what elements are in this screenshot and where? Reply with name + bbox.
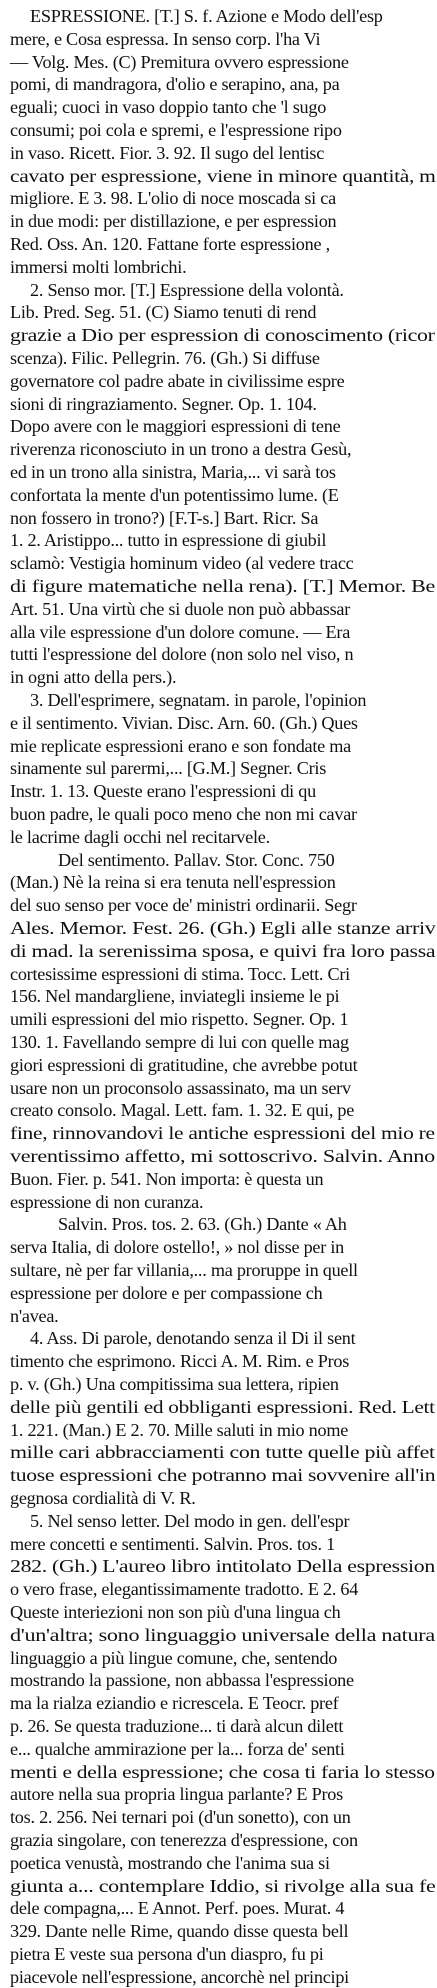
dictionary-page bbox=[10, 5, 437, 1987]
text-line: ESPRESSIONE. [T.] S. f. Azione e Modo dell'esp bbox=[30, 6, 383, 26]
text-line: Queste interiezioni non son più d'una lingua ch bbox=[10, 1602, 341, 1622]
text-line: 329. Dante nelle Rime, quando disse questa bell bbox=[10, 1921, 349, 1942]
text-line: sultare, nè per far villania,... ma proruppe in quell bbox=[10, 1260, 358, 1280]
text-line: 130. 1. Favellando sempre di lui con quelle mag bbox=[10, 1032, 349, 1052]
text-line: creato consolo. Magal. Lett. fam. 1. 32. E qui, pe bbox=[10, 1100, 355, 1121]
text-line: mie replicate espressioni erano e son fondate ma bbox=[10, 735, 352, 756]
text-line: Lib. Pred. Seg. 51. (C) Siamo tenuti di rend bbox=[10, 302, 317, 323]
text-line: usare non un proconsolo assassinato, ma un serv bbox=[10, 1077, 351, 1098]
text-line: Buon. Fier. p. 541. Non importa: è questa un bbox=[10, 1168, 324, 1189]
text-line: 1. 2. Aristippo... tutto in espressione di giubil bbox=[10, 530, 327, 551]
text-line: o vero frase, elegantissimamente tradotto. E 2. 64 bbox=[10, 1579, 359, 1600]
text-line: consumi; poi cola e spremi, e l'espressione ripo bbox=[10, 120, 342, 140]
text-line: Ales. Memor. Fest. 26. (Gh.) Egli alle stanze arriv bbox=[10, 918, 436, 938]
text-line: in ogni atto della pers.). bbox=[10, 667, 177, 688]
text-line: gegnosa cordialità di V. R. bbox=[10, 1488, 196, 1508]
text-line: pomi, di mandragora, d'olio e serapino, ana, pa bbox=[10, 74, 340, 95]
text-line: 156. Nel mandargliene, inviategli insieme le pi bbox=[10, 986, 340, 1007]
text-line: espressione per dolore e per compassione ch bbox=[10, 1282, 323, 1303]
text-line: serva Italia, di dolore ostello!, » nol disse per in bbox=[10, 1237, 344, 1258]
text-line: Del sentimento. Pallav. Stor. Conc. 750 bbox=[58, 849, 335, 870]
text-line: governatore col padre abate in civilissime espre bbox=[10, 370, 345, 391]
text-line: 3. Dell'esprimere, segnatam. in parole, l'opinion bbox=[30, 690, 367, 710]
text-line: 5. Nel senso letter. Del modo in gen. dell'espr bbox=[30, 1510, 350, 1531]
text-line: del suo senso per voce de' ministri ordinarii. Segr bbox=[10, 895, 357, 916]
text-line: grazie a Dio per espression di conoscimento (ricor bbox=[10, 325, 435, 346]
text-line: e il sentimento. Vivian. Disc. Arn. 60. (Gh.) Ques bbox=[10, 712, 358, 733]
text-line: p. v. (Gh.) Una compitissima sua lettera, ripien bbox=[10, 1374, 339, 1394]
text-line: — Volg. Mes. (C) Premitura ovvero espressione bbox=[10, 51, 349, 72]
text-line: tutti l'espressione del dolore (non solo nel viso, n bbox=[10, 644, 354, 665]
text-line: mostrando la passione, non abbassa l'espressione bbox=[10, 1670, 354, 1691]
text-line: verentissimo affetto, mi sottoscrivo. Salvin. Anno bbox=[10, 1146, 435, 1166]
text-line: autore nella sua propria lingua parlante? E Pros bbox=[10, 1784, 343, 1805]
text-line: mere concetti e sentimenti. Salvin. Pros. tos. 1 bbox=[10, 1533, 335, 1554]
text-line: 2. Senso mor. [T.] Espressione della volontà. bbox=[30, 279, 344, 300]
text-line: cavato per espressione, viene in minore quantità, m bbox=[10, 165, 436, 186]
text-line: di figure matematiche nella rena). [T.] Memor. Be bbox=[10, 576, 436, 596]
text-line: (Man.) Nè la reina si era tenuta nell'espression bbox=[10, 872, 336, 893]
text-line: tos. 2. 256. Nei ternari poi (d'un sonetto), con un bbox=[10, 1807, 351, 1828]
text-line: poetica venustà, mostrando che l'anima sua si bbox=[10, 1852, 330, 1873]
text-line: ed in un trono alla sinistra, Maria,... vi sarà tos bbox=[10, 462, 336, 482]
text-line: grazia singolare, con tenerezza d'espressione, con bbox=[10, 1830, 358, 1850]
text-line: di mad. la serenissima sposa, e quivi fra loro passa bbox=[10, 940, 436, 961]
text-line: in due modi: per distillazione, e per espression bbox=[10, 211, 337, 232]
text-line: cortesissime espressioni di stima. Tocc. Lett. Cri bbox=[10, 963, 350, 984]
text-line: 4. Ass. Di parole, denotando senza il Di il sent bbox=[30, 1328, 356, 1349]
text-line: e... qualche ammirazione per la... forza de' senti bbox=[10, 1738, 345, 1759]
text-line: Instr. 1. 13. Queste erano l'espressioni di qu bbox=[10, 781, 316, 802]
text-line: piacevole nell'espressione, ancorchè nel principi bbox=[10, 1966, 349, 1987]
text-line: Red. Oss. An. 120. Fattane forte espressione , bbox=[10, 234, 330, 254]
text-line: dele compagna,... E Annot. Perf. poes. Murat. 4 bbox=[10, 1898, 345, 1919]
text-line: pietra E veste sua persona d'un diaspro, fu pi bbox=[10, 1944, 324, 1964]
text-line: mere, e Cosa espressa. In senso corp. l'ha Vi bbox=[10, 28, 321, 49]
text-line: umili espressioni del mio rispetto. Segner. Op. 1 bbox=[10, 1009, 349, 1030]
text-line: non fossero in trono?) [F.T-s.] Bart. Ricr. Sa bbox=[10, 507, 319, 528]
text-line: giori espressioni di gratitudine, che avrebbe potut bbox=[10, 1054, 358, 1075]
text-line: p. 26. Se questa traduzione... ti darà alcun dilett bbox=[10, 1716, 344, 1736]
text-line: mille cari abbracciamenti con tutte quelle più affet bbox=[10, 1442, 435, 1463]
text-line: 282. (Gh.) L'aureo libro intitolato Della espression bbox=[10, 1556, 435, 1577]
text-line: delle più gentili ed obbliganti espressioni. Red. Lett bbox=[10, 1396, 435, 1417]
text-line: linguaggio a più lingue comune, che, sentendo bbox=[10, 1647, 338, 1668]
text-line: espressione di non curanza. bbox=[10, 1191, 204, 1212]
text-line: buon padre, le quali poco meno che non mi cavar bbox=[10, 804, 357, 824]
text-line: migliore. E 3. 98. L'olio di noce moscada si ca bbox=[10, 188, 336, 209]
text-line: Art. 51. Una virtù che si duole non può abbassar bbox=[10, 598, 351, 619]
text-line: n'avea. bbox=[10, 1305, 59, 1326]
text-line: fine, rinnovandovi le antiche espressioni del mio re bbox=[10, 1123, 435, 1144]
text-line: timento che esprimono. Ricci A. M. Rim. e Pros bbox=[10, 1351, 350, 1372]
text-line: ma la rialza eziandio e ricrescela. E Teocr. pref bbox=[10, 1693, 339, 1714]
text-line: le lacrime dagli occhi nel recitarvele. bbox=[10, 826, 270, 847]
text-line: Dopo avere con le maggiori espressioni di tene bbox=[10, 416, 341, 437]
text-line: 1. 221. (Man.) E 2. 70. Mille saluti in mio nome bbox=[10, 1419, 349, 1440]
text-line: sioni di ringraziamento. Segner. Op. 1. 104. bbox=[10, 393, 317, 414]
text-line: in vaso. Ricett. Fior. 3. 92. Il sugo del lentisc bbox=[10, 142, 325, 163]
text-line: sclamò: Vestigia hominum video (al vedere tracc bbox=[10, 553, 354, 574]
text-line: giunta a... contemplare Iddio, si rivolge alla sua fe bbox=[10, 1875, 436, 1896]
text-line: scenza). Filic. Pellegrin. 76. (Gh.) Si diffuse bbox=[10, 348, 320, 368]
text-line: confortata la mente d'un potentissimo lume. (E bbox=[10, 484, 339, 505]
text-line: menti e della espressione; che cosa ti faria lo stesso bbox=[10, 1761, 435, 1782]
text-line: immersi molti lombrichi. bbox=[10, 256, 187, 277]
text-line: eguali; cuoci in vaso doppio tanto che 'l sugo bbox=[10, 97, 327, 118]
text-line: alla vile espressione d'un dolore comune. — Era bbox=[10, 621, 351, 642]
text-line: sinamente sul parermi,... [G.M.] Segner. Cris bbox=[10, 758, 327, 779]
text-line: Salvin. Pros. tos. 2. 63. (Gh.) Dante « Ah bbox=[58, 1214, 347, 1235]
text-line: tuose espressioni che potranno mai sovvenire all'in bbox=[10, 1465, 436, 1486]
text-line: d'un'altra; sono linguaggio universale della natura bbox=[10, 1624, 435, 1645]
text-line: riverenza riconosciuto in un trono a destra Gesù, bbox=[10, 439, 352, 460]
